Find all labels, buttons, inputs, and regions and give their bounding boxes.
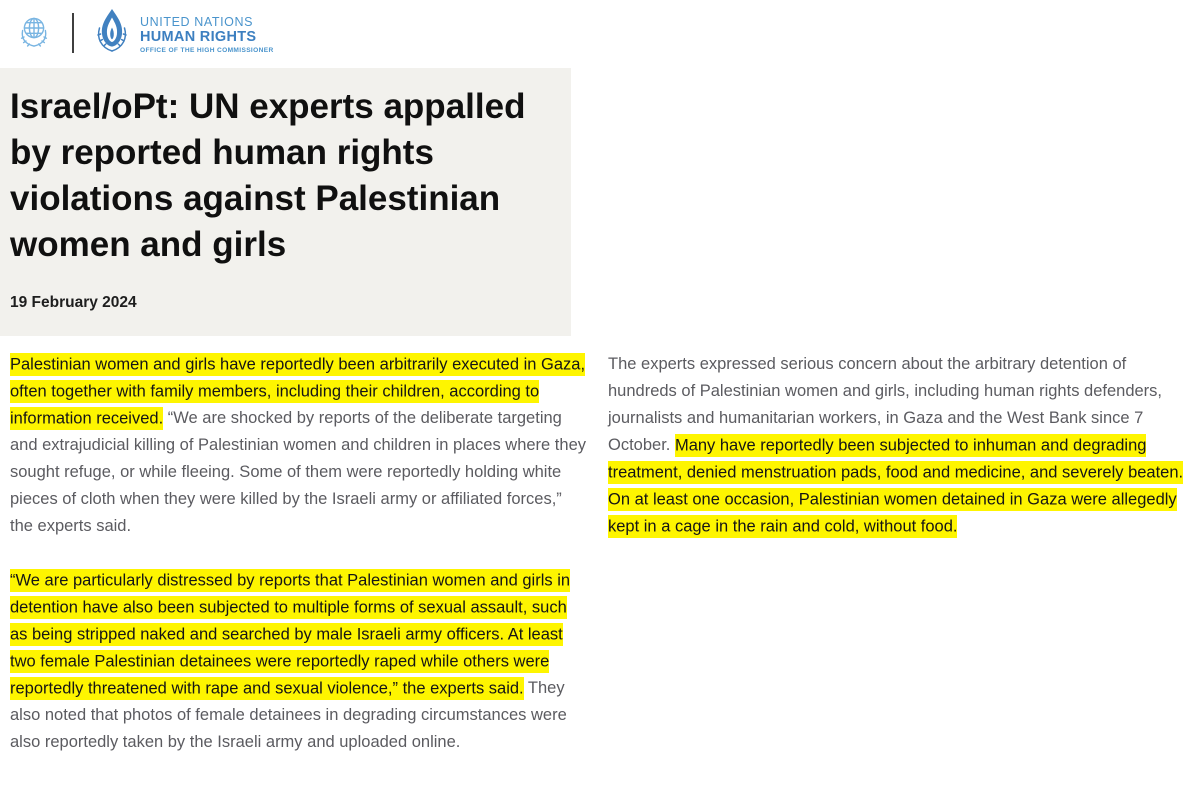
site-header: [0, 0, 1200, 68]
paragraph-text: They also noted that photos of female detainees in degrading circumstances were also reportedly taken by the Israeli army and uploaded online.: [10, 679, 567, 751]
un-emblem-icon[interactable]: [18, 13, 50, 53]
article: [0, 68, 1200, 776]
logo-group[interactable]: [18, 8, 274, 58]
ohchr-flame-icon[interactable]: [92, 8, 132, 58]
right-column: [608, 351, 1188, 756]
logo-divider: [72, 13, 74, 53]
logo-text: [140, 12, 274, 55]
article-paragraph: [608, 351, 1188, 540]
article-date: 19 February 2024: [10, 294, 137, 311]
page-title: Israel/oPt: UN experts appalled by reported human rights violations against Palestinian women and girls: [10, 87, 526, 264]
highlighted-text: Many have reportedly been subjected to inhuman and degrading treatment, denied menstruation pads, food and medicine, and severely beaten. On at least one occasion, Palestinian women detained in Gaza were allegedly kept in a cage in the rain and cold, without food.: [608, 434, 1183, 538]
logo-line-office-of-high-commissioner: OFFICE OF THE HIGH COMMISSIONER: [140, 46, 274, 54]
logo-line-human-rights: HUMAN RIGHTS: [140, 29, 257, 46]
article-paragraph: [10, 351, 588, 540]
logo-line-united-nations: UNITED NATIONS: [140, 14, 254, 29]
highlighted-text: “We are particularly distressed by reports that Palestinian women and girls in detention have also been subjected to multiple forms of sexual assault, such as being stripped naked and searched by male Israeli army officers. At least two female Palestinian detainees were reportedly raped while others were reportedly threatened with rape and sexual violence,” the experts said.: [10, 569, 570, 700]
paragraph-text: The experts expressed serious concern about the arbitrary detention of hundreds of Palestinian women and girls, including human rights defenders, journalists and humanitarian workers, in Gaza and the West Bank since 7 October.: [608, 355, 1162, 454]
paragraph-text: “We are shocked by reports of the deliberate targeting and extrajudicial killing of Palestinian women and children in places where they sought refuge, or while fleeing. Some of them were reportedly holding white pieces of cloth when they were killed by the Israeli army or affiliated forces,” the experts said.: [10, 409, 586, 535]
left-column: [10, 351, 588, 756]
title-box: [0, 68, 571, 336]
highlighted-text: Palestinian women and girls have reportedly been arbitrarily executed in Gaza, often together with family members, including their children, according to information received.: [10, 353, 585, 430]
article-body: [0, 336, 1200, 776]
article-paragraph: [10, 567, 588, 756]
